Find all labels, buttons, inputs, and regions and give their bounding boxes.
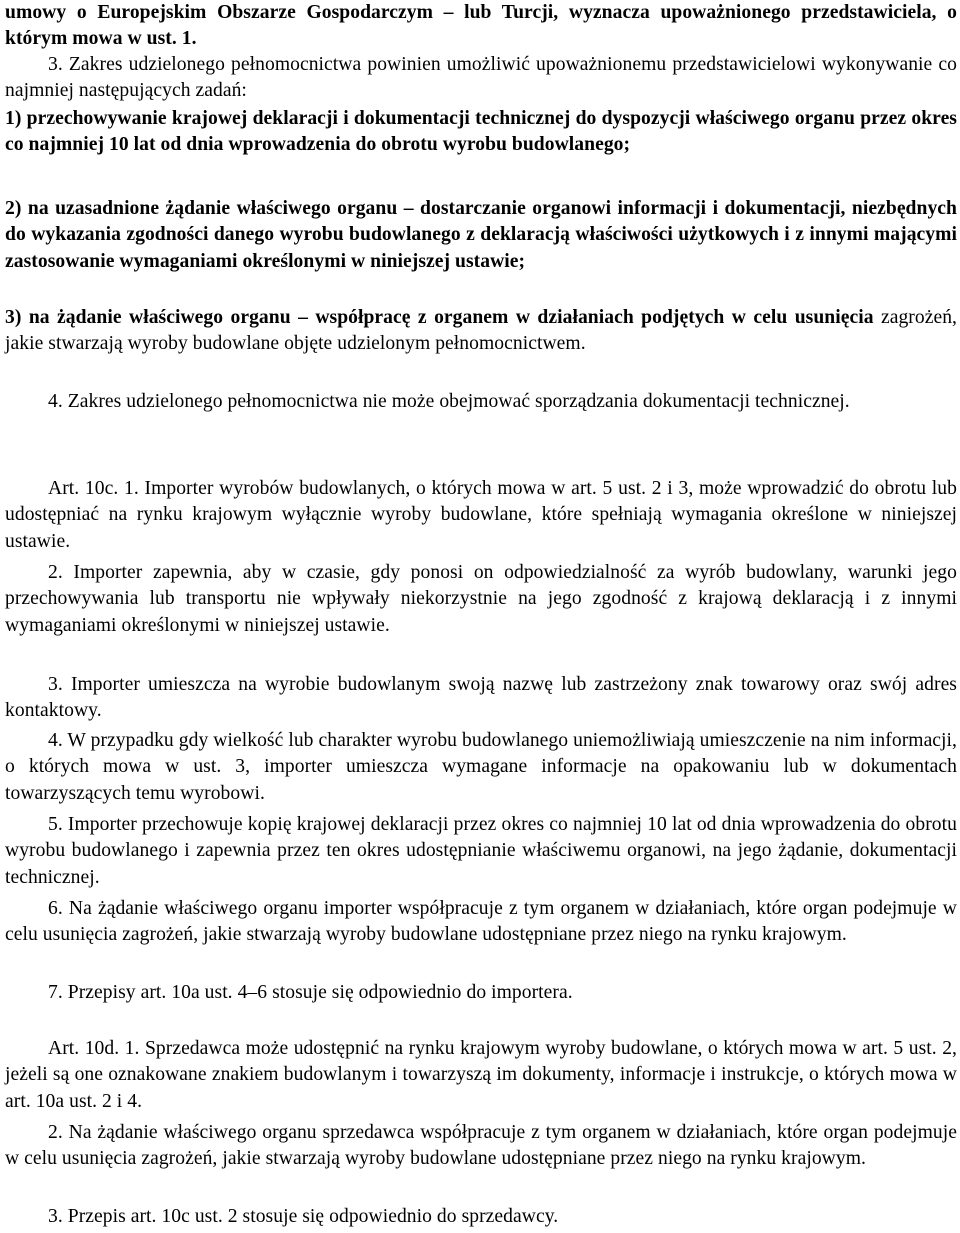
article-10c-ust-2: 2. Importer zapewnia, aby w czasie, gdy ponosi on odpowiedzialność za wyrób budowlany, warunki jego przechowywania lub transportu nie wpływały niekorzystnie na jego zgodność z krajową deklaracją i z innymi wymaganiami określonymi w niniejszej ustawie. bbox=[5, 562, 957, 636]
article-10c-ust-1: Art. 10c. 1. Importer wyrobów budowlanych, o których mowa w art. 5 ust. 2 i 3, może wprowadzić do obrotu lub udostępniać na rynku krajowym wyłącznie wyroby budowlane, które spełniają wymagania określone w niniejszej ustawie. bbox=[5, 478, 957, 552]
list-item-3-rest: zagrożeń, jakie stwarzają wyroby budowlane objęte udzielonym pełnomocnictwem. bbox=[5, 307, 957, 355]
article-10c-ust-4: 4. W przypadku gdy wielkość lub charakter wyrobu budowlanego uniemożliwiają umieszczenie na nim informacji, o których mowa w ust. 3, importer umieszcza wymagane informacje na opakowaniu lub w dokumentach towarzyszących temu wyrobowi. bbox=[5, 730, 957, 804]
list-item-3 bbox=[5, 305, 957, 358]
paragraph-ust-4: 4. Zakres udzielonego pełnomocnictwa nie może obejmować sporządzania dokumentacji technicznej. bbox=[48, 391, 850, 412]
article-10c-ust-3: 3. Importer umieszcza na wyrobie budowlanym swoją nazwę lub zastrzeżony znak towarowy oraz swój adres kontaktowy. bbox=[5, 674, 957, 722]
list-item-3-bold: 3) na żądanie właściwego organu – współpracę z organem w działaniach podjętych w celu usunięcia bbox=[5, 307, 874, 328]
article-10d-ust-2: 2. Na żądanie właściwego organu sprzedawca współpracuje z tym organem w działaniach, które organ podejmuje w celu usunięcia zagrożeń, jakie stwarzają wyroby budowlane udostępniane przez niego na rynku krajowym. bbox=[5, 1122, 957, 1170]
list-item-2: 2) na uzasadnione żądanie właściwego organu – dostarczanie organowi informacji i dokumentacji, niezbędnych do wykazania zgodności danego wyrobu budowlanego z deklaracją właściwości użytkowych i z innymi mającymi zastosowanie wymaganiami określonymi w niniejszej ustawie; bbox=[5, 198, 957, 272]
paragraph-ust-3-intro: 3. Zakres udzielonego pełnomocnictwa powinien umożliwić upoważnionemu przedstawicielowi wykonywanie co najmniej następujących zadań: bbox=[5, 54, 957, 102]
article-10d-ust-1: Art. 10d. 1. Sprzedawca może udostępnić na rynku krajowym wyroby budowlane, o których mowa w art. 5 ust. 2, jeżeli są one oznakowane znakiem budowlanym i towarzyszą im dokumenty, informacje i instrukcje, o których mowa w art. 10a ust. 2 i 4. bbox=[5, 1038, 957, 1112]
article-10c-ust-6: 6. Na żądanie właściwego organu importer współpracuje z tym organem w działaniach, które organ podejmuje w celu usunięcia zagrożeń, jakie stwarzają wyroby budowlane udostępniane przez niego na rynku krajowym. bbox=[5, 898, 957, 946]
article-10c-ust-7: 7. Przepisy art. 10a ust. 4–6 stosuje się odpowiednio do importera. bbox=[48, 982, 573, 1003]
article-10c-ust-5: 5. Importer przechowuje kopię krajowej deklaracji przez okres co najmniej 10 lat od dnia wprowadzenia do obrotu wyrobu budowlanego i zapewnia przez ten okres udostępnianie właściwemu organowi, na jego żądanie, dokumentacji technicznej. bbox=[5, 814, 957, 888]
article-10d-ust-3: 3. Przepis art. 10c ust. 2 stosuje się odpowiednio do sprzedawcy. bbox=[48, 1206, 559, 1227]
paragraph-continuation: umowy o Europejskim Obszarze Gospodarczym – lub Turcji, wyznacza upoważnionego przedstawiciela, o którym mowa w ust. 1. bbox=[5, 2, 957, 50]
list-item-1: 1) przechowywanie krajowej deklaracji i dokumentacji technicznej do dyspozycji właściwego organu przez okres co najmniej 10 lat od dnia wprowadzenia do obrotu wyrobu budowlanego; bbox=[5, 108, 957, 156]
